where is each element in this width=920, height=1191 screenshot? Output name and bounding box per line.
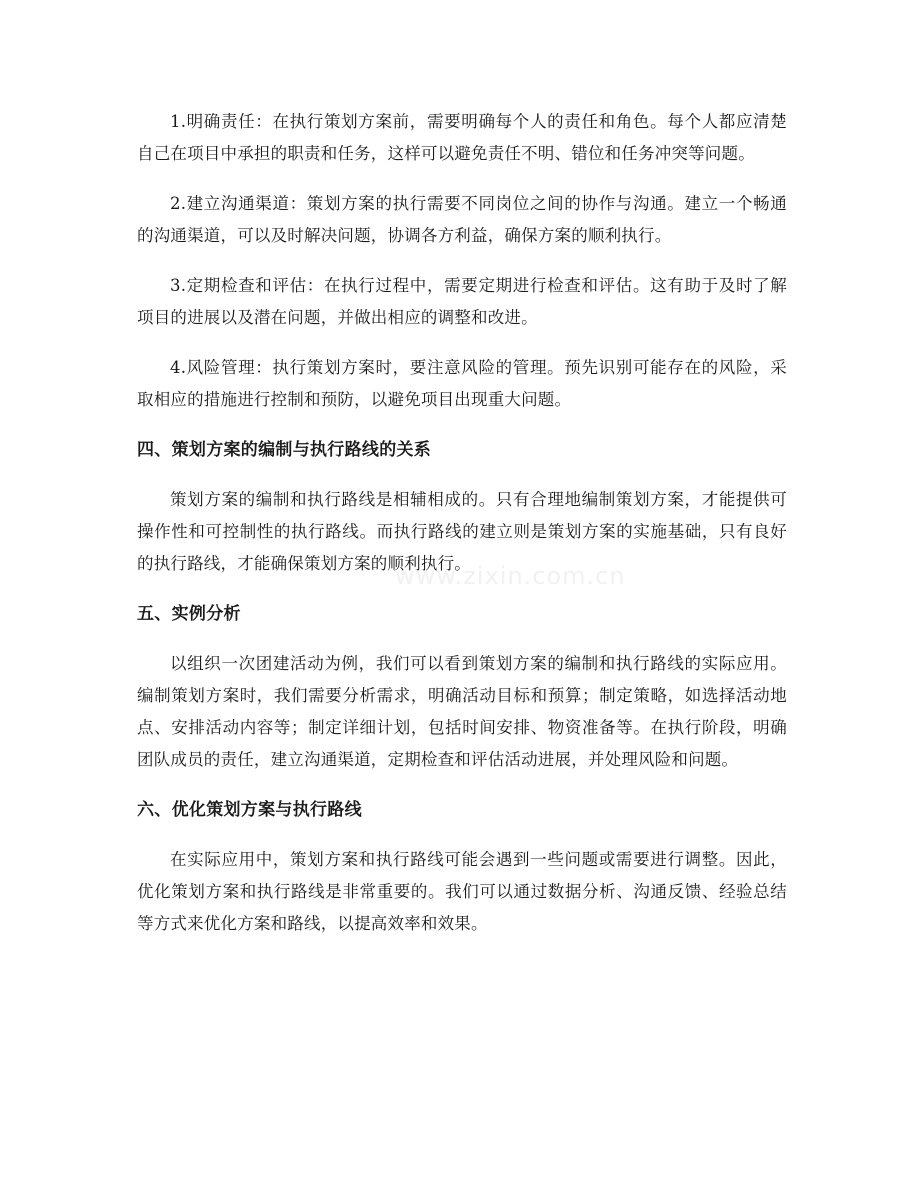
document-body <box>137 106 787 940</box>
paragraph-review: 3.定期检查和评估：在执行过程中，需要定期进行检查和评估。这有助于及时了解项目的进展以及潜在问题，并做出相应的调整和改进。 <box>137 276 787 327</box>
paragraph-responsibility: 1.明确责任：在执行策划方案前，需要明确每个人的责任和角色。每个人都应清楚自己在项目中承担的职责和任务，这样可以避免责任不明、错位和任务冲突等问题。 <box>137 112 787 163</box>
paragraph-optimization: 在实际应用中，策划方案和执行路线可能会遇到一些问题或需要进行调整。因此，优化策划方案和执行路线是非常重要的。我们可以通过数据分析、沟通反馈、经验总结等方式来优化方案和路线，以提高效率和效果。 <box>137 850 787 933</box>
watermark-text: www.zixin.com.cn <box>395 562 626 590</box>
heading-section-5: 五、实例分析 <box>137 604 241 624</box>
paragraph-relationship: 策划方案的编制和执行路线是相辅相成的。只有合理地编制策划方案，才能提供可操作性和可控制性的执行路线。而执行路线的建立则是策划方案的实施基础，只有良好的执行路线，才能确保策划方案的顺利执行。 <box>137 490 787 573</box>
paragraph-communication: 2.建立沟通渠道：策划方案的执行需要不同岗位之间的协作与沟通。建立一个畅通的沟通渠道，可以及时解决问题，协调各方利益，确保方案的顺利执行。 <box>137 194 787 245</box>
heading-section-4: 四、策划方案的编制与执行路线的关系 <box>137 440 432 460</box>
heading-section-6: 六、优化策划方案与执行路线 <box>137 800 362 820</box>
paragraph-risk: 4.风险管理：执行策划方案时，要注意风险的管理。预先识别可能存在的风险，采取相应的措施进行控制和预防，以避免项目出现重大问题。 <box>137 358 787 409</box>
paragraph-example: 以组织一次团建活动为例，我们可以看到策划方案的编制和执行路线的实际应用。编制策划方案时，我们需要分析需求，明确活动目标和预算；制定策略，如选择活动地点、安排活动内容等；制定详细计划，包括时间安排、物资准备等。在执行阶段，明确团队成员的责任，建立沟通渠道，定期检查和评估活动进展，并处理风险和问题。 <box>137 654 787 769</box>
